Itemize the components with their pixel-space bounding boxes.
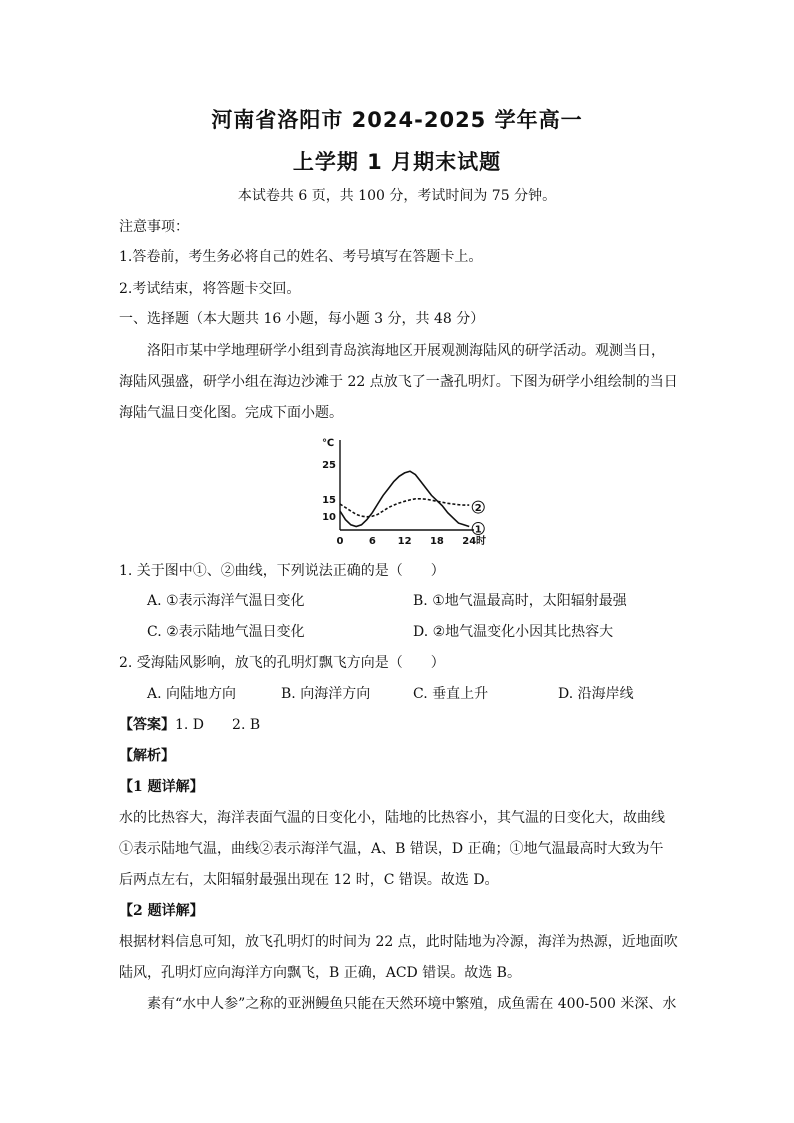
question-1: 1. 关于图中①、②曲线，下列说法正确的是（ ） <box>119 563 445 579</box>
q1-option-b: B. ①地气温最高时，太阳辐射最强 <box>413 593 627 609</box>
detail2-heading: 【2 题详解】 <box>119 903 204 919</box>
detail2-line2: 陆风，孔明灯应向海洋方向飘飞，B 正确，ACD 错误。故选 B。 <box>119 965 521 981</box>
analysis-heading: 【解析】 <box>119 748 175 764</box>
q2-option-c: C. 垂直上升 <box>413 686 489 702</box>
series-1-line <box>340 471 469 526</box>
temperature-chart <box>302 432 488 548</box>
passage1-line1: 洛阳市某中学地理研学小组到青岛滨海地区开展观测海陆风的研学活动。观测当日， <box>147 343 665 359</box>
q1-option-d: D. ②地气温变化小因其比热容大 <box>413 624 614 640</box>
passage2-line1: 素有“水中人参”之称的亚洲鳗鱼只能在天然环境中繁殖，成鱼需在 400-500 米深、水 <box>147 996 677 1012</box>
x-tick-label-3: 18 <box>429 536 444 547</box>
notice-item-2: 2.考试结束，将答题卡交回。 <box>119 281 301 297</box>
doc-title-line2: 上学期 1 月期末试题 <box>292 150 502 174</box>
x-tick-label-0: 0 <box>336 536 344 547</box>
answer-label: 【答案】 <box>119 717 175 733</box>
doc-title-line1: 河南省洛阳市 2024-2025 学年高一 <box>211 108 583 132</box>
passage1-line2: 海陆风强盛，研学小组在海边沙滩于 22 点放飞了一盏孔明灯。下图为研学小组绘制的当日 <box>119 374 678 390</box>
question-2: 2. 受海陆风影响，放飞的孔明灯飘飞方向是（ ） <box>119 655 445 671</box>
q1-option-a: A. ①表示海洋气温日变化 <box>147 593 305 609</box>
x-tick-label-2: 12 <box>397 536 412 547</box>
detail1-line1: 水的比热容大，海洋表面气温的日变化小，陆地的比热容小，其气温的日变化大，故曲线 <box>119 810 665 826</box>
answer-line <box>119 715 260 735</box>
series-2-label: 2 <box>474 503 482 515</box>
y-tick-label-1: 15 <box>322 494 336 506</box>
q2-option-b: B. 向海洋方向 <box>281 686 371 702</box>
doc-subtitle: 本试卷共 6 页，共 100 分，考试时间为 75 分钟。 <box>237 188 557 204</box>
q1-option-c: C. ②表示陆地气温日变化 <box>147 624 305 640</box>
passage1-line3: 海陆气温日变化图。完成下面小题。 <box>119 405 343 421</box>
detail2-line1: 根据材料信息可知，放飞孔明灯的时间为 22 点，此时陆地为冷源，海洋为热源，近地面吹 <box>119 934 678 950</box>
y-tick-label-0: 10 <box>322 512 336 524</box>
x-tick-label-1: 6 <box>368 536 376 547</box>
y-tick-label-2: 25 <box>322 460 336 472</box>
series-1-label: 1 <box>474 524 482 536</box>
x-axis-label: 时 <box>476 536 486 547</box>
section-heading: 一、选择题（本大题共 16 小题，每小题 3 分，共 48 分） <box>119 311 485 327</box>
detail1-line3: 后两点左右，太阳辐射最强出现在 12 时，C 错误。故选 D。 <box>119 872 499 888</box>
q2-option-d: D. 沿海岸线 <box>558 686 634 702</box>
notice-item-1: 1.答卷前，考生务必将自己的姓名、考号填写在答题卡上。 <box>119 249 483 265</box>
answer-values: 1. D 2. B <box>175 717 261 733</box>
detail1-heading: 【1 题详解】 <box>119 779 204 795</box>
q2-option-a: A. 向陆地方向 <box>147 686 237 702</box>
x-tick-label-4: 24 <box>462 536 477 547</box>
notice-heading: 注意事项： <box>119 219 189 235</box>
detail1-line2: ①表示陆地气温，曲线②表示海洋气温，A、B 错误，D 正确；①地气温最高时大致为午 <box>119 841 664 857</box>
y-axis-label: ℃ <box>322 438 335 449</box>
